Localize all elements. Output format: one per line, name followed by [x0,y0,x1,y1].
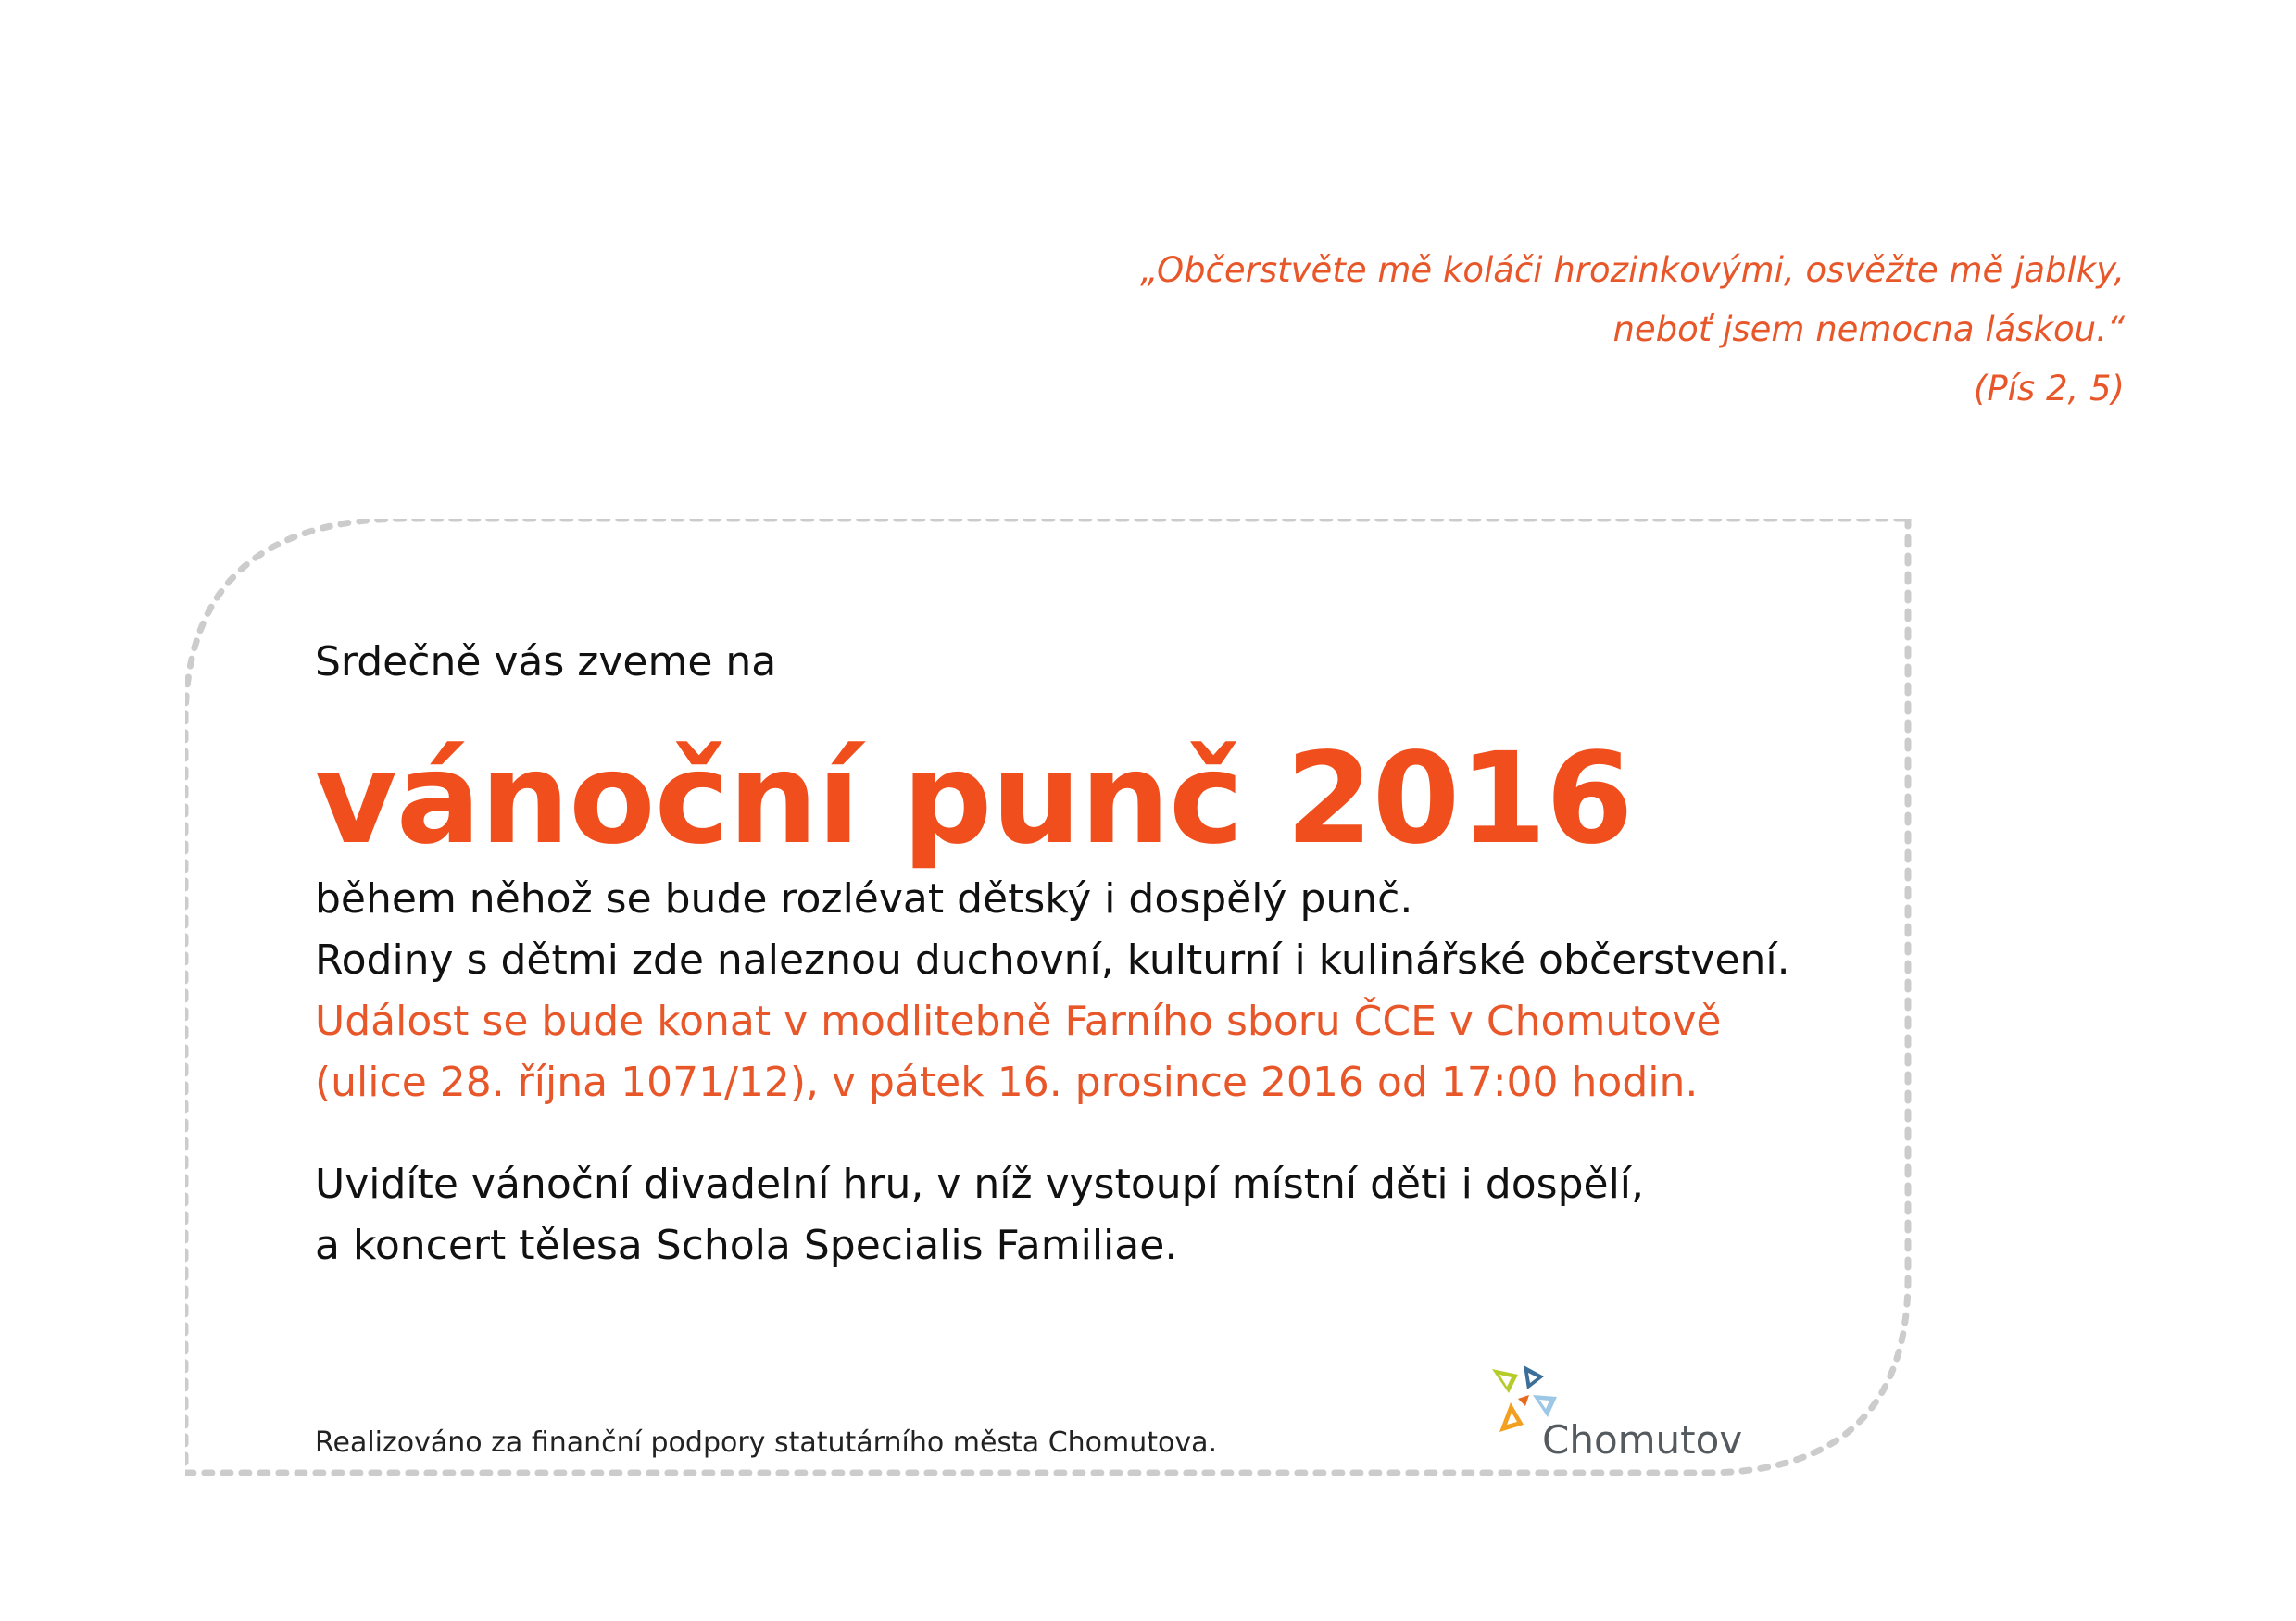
date-time-line: (ulice 28. října 1071/12), v pátek 16. prosince 2016 od 17:00 hodin. [315,1059,1699,1106]
quote-reference: (Pís 2, 5) [1973,369,2125,408]
venue-line: Událost se bude konat v modlitebně Farního sboru ČCE v Chomutově [315,998,1722,1045]
quote-line-2: neboť jsem nemocna láskou.“ [1612,309,2125,349]
funding-note: Realizováno za finanční podpory statutárního města Chomutova. [315,1426,1218,1459]
description-line-1: během něhož se bude rozlévat dětský i dospělý punč. [315,875,1413,923]
description-line-2: Rodiny s dětmi zde naleznou duchovní, kulturní i kulinářské občerstvení. [315,936,1790,984]
logo-wordmark: Chomutov [1542,1417,1743,1463]
program-line-1: Uvidíte vánoční divadelní hru, v níž vystoupí místní děti i dospělí, [315,1161,1645,1208]
program-line-2: a koncert tělesa Schola Specialis Familiae. [315,1222,1178,1269]
invitation-intro: Srdečně vás zveme na [315,638,777,685]
chomutov-logo [1487,1362,1755,1473]
invitation-body [315,630,1852,1276]
quote-line-1: „Občerstvěte mě koláči hrozinkovými, osvěžte mě jablky, [1140,250,2125,290]
bible-quote [1013,241,2125,419]
event-title: vánoční punč 2016 [315,726,1633,873]
